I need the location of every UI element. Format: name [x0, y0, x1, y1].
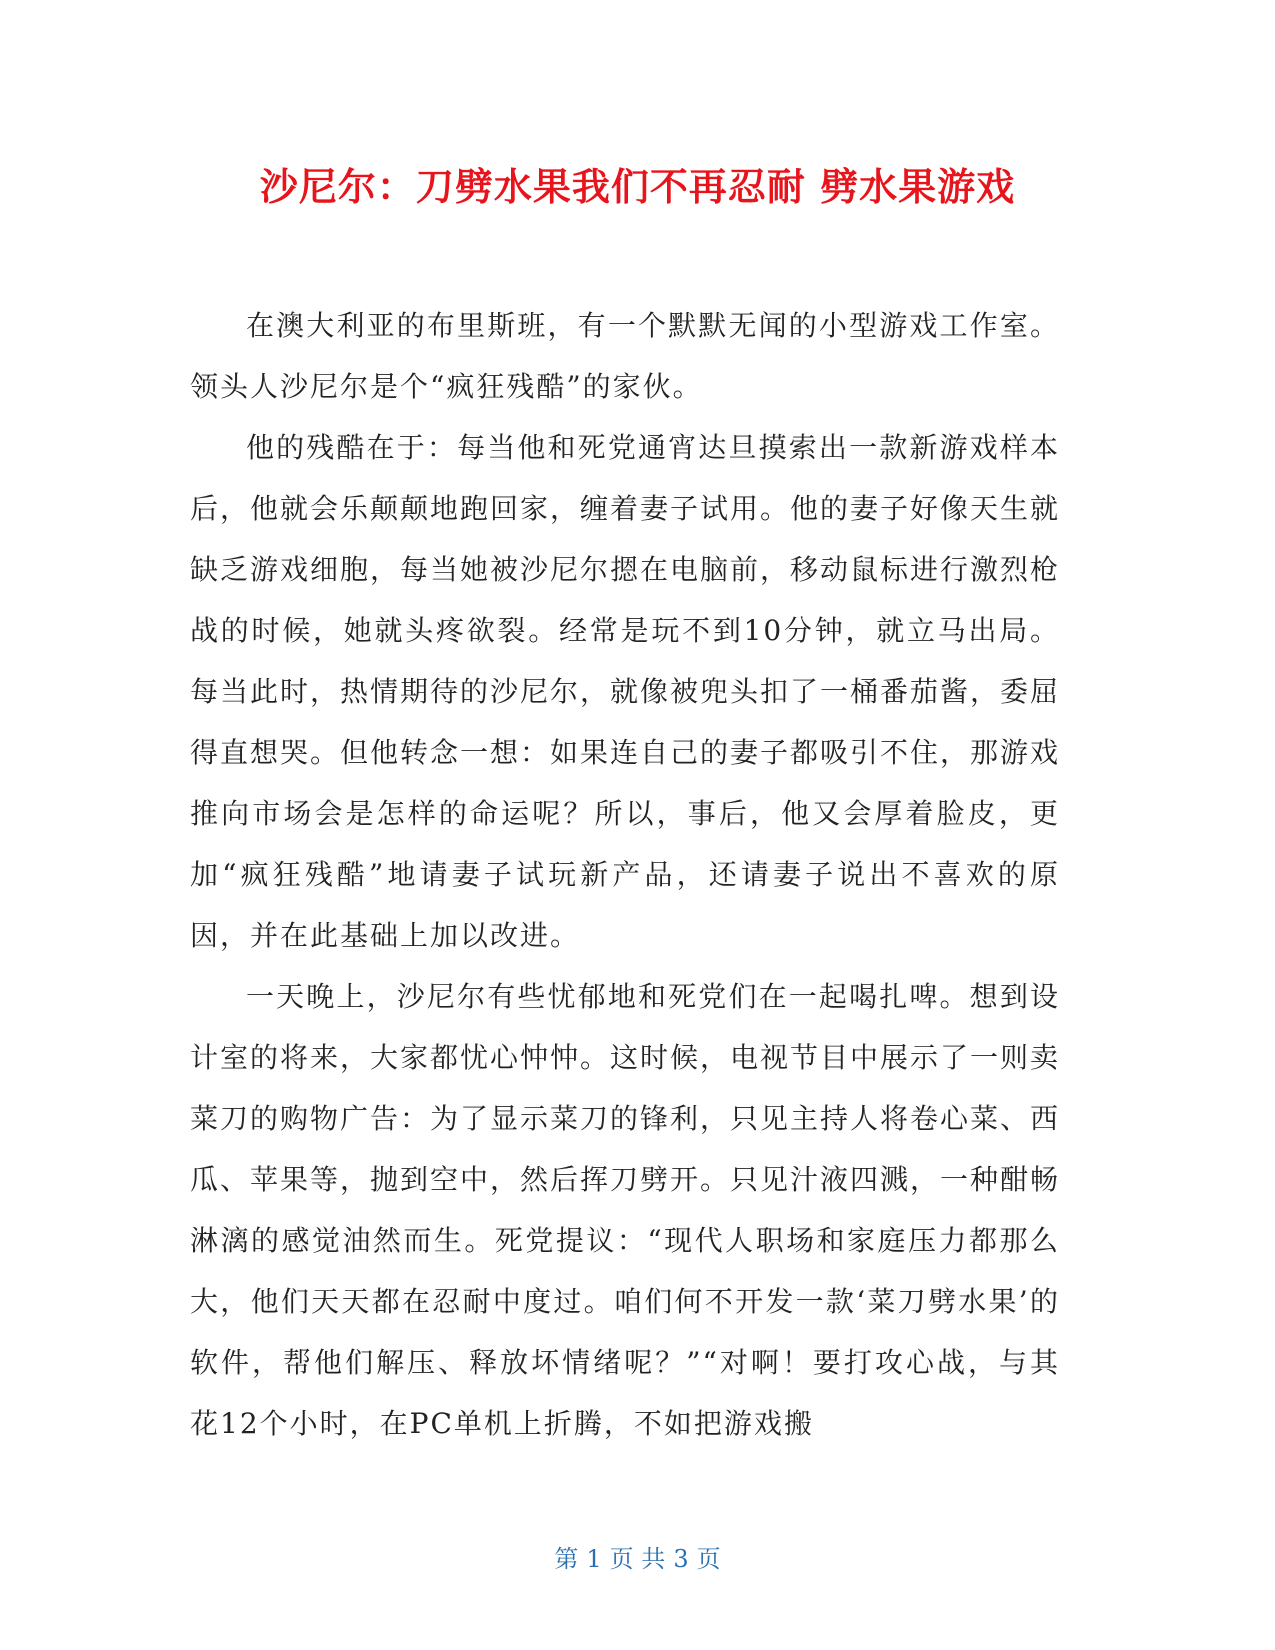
paragraph-2: 他的残酷在于：每当他和死党通宵达旦摸索出一款新游戏样本后，他就会乐颠颠地跑回家，缠着妻子试用。他的妻子好像天生就缺乏游戏细胞，每当她被沙尼尔摁在电脑前，移动鼠标进行激烈枪战的时候，她就头疼欲裂。经常是玩不到10分钟，就立马出局。每当此时，热情期待的沙尼尔，就像被兜头扣了一桶番茄酱，委屈得直想哭。但他转念一想：如果连自己的妻子都吸引不住，那游戏推向市场会是怎样的命运呢？所以，事后，他又会厚着脸皮，更加“疯狂残酷”地请妻子试玩新产品，还请妻子说出不喜欢的原因，并在此基础上加以改进。 [190, 431, 1061, 952]
page-footer [0, 1544, 1275, 1574]
paragraph-3: 一天晚上，沙尼尔有些忧郁地和死党们在一起喝扎啤。想到设计室的将来，大家都忧心忡忡。这时候，电视节目中展示了一则卖菜刀的购物广告：为了显示菜刀的锋利，只见主持人将卷心菜、西瓜、苹果等，抛到空中，然后挥刀劈开。只见汁液四溅，一种酣畅淋漓的感觉油然而生。死党提议：“现代人职场和家庭压力都那么大，他们天天都在忍耐中度过。咱们何不开发一款‘菜刀劈水果’的软件，帮他们解压、释放坏情绪呢？”“对啊！要打攻心战，与其花12个小时，在PC单机上折腾，不如把游戏搬 [190, 980, 1061, 1440]
footer-middle: 页 共 [609, 1545, 666, 1573]
document-title: 沙尼尔：刀劈水果我们不再忍耐 劈水果游戏 [259, 165, 1016, 209]
footer-prefix: 第 [554, 1545, 579, 1573]
footer-suffix: 页 [696, 1545, 721, 1573]
document-body [190, 295, 1060, 1454]
footer-page-number: 1 [586, 1545, 602, 1573]
footer-total-pages: 3 [673, 1545, 689, 1573]
paragraph-1: 在澳大利亚的布里斯班，有一个默默无闻的小型游戏工作室。领头人沙尼尔是个“疯狂残酷”的家伙。 [190, 309, 1060, 403]
